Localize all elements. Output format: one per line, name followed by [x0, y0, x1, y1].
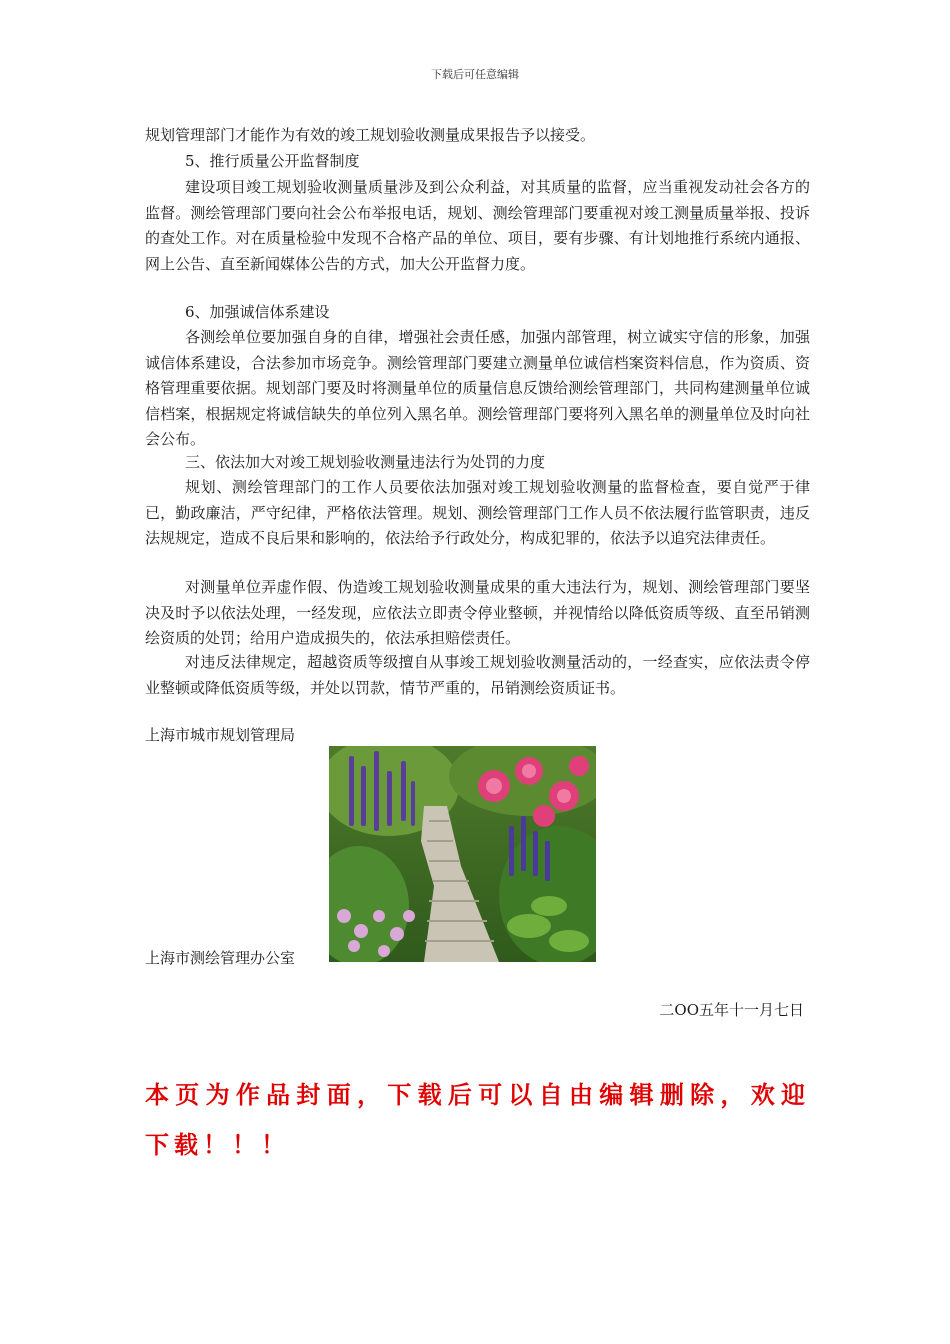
- paragraph-intro: 规划管理部门才能作为有效的竣工规划验收测量成果报告予以接受。: [145, 126, 596, 144]
- section-heading-3: 三、依法加大对竣工规划验收测量违法行为处罚的力度: [185, 453, 546, 471]
- page-header: 下载后可任意编辑: [431, 68, 519, 81]
- garden-path-photo: [329, 746, 596, 962]
- section-heading-6: 6、加强诚信体系建设: [185, 303, 330, 321]
- signature-date: 二OO五年十一月七日: [659, 1001, 804, 1019]
- paragraph-section-5: 建设项目竣工规划验收测量质量涉及到公众利益，对其质量的监督，应当重视发动社会各方的监督。测绘管理部门要向社会公布举报电话，规划、测绘管理部门要重视对竣工测量质量举报、投诉的查处工作。对在质量检验中发现不合格产品的单位、项目，要有步骤、有计划地推行系统内通报、网上公告、直至新闻媒体公告的方式，加大公开监督力度。: [145, 178, 810, 273]
- section-heading-5: 5、推行质量公开监督制度: [185, 152, 360, 170]
- signature-org-surveying: 上海市测绘管理办公室: [145, 949, 296, 967]
- promo-banner: 本页为作品封面，下载后可以自由编辑删除，欢迎下载！！！: [145, 1081, 810, 1159]
- paragraph-enforcement-2: 对测量单位弄虚作假、伪造竣工规划验收测量成果的重大违法行为，规划、测绘管理部门要坚决及时予以依法处理，一经发现，应依法立即责令停业整顿，并视情给以降低资质等级、直至吊销测绘资质的处罚；给用户造成损失的，依法承担赔偿责任。: [145, 578, 810, 647]
- paragraph-enforcement-3: 对违反法律规定，超越资质等级擅自从事竣工规划验收测量活动的，一经查实，应依法责令停业整顿或降低资质等级，并处以罚款，情节严重的，吊销测绘资质证书。: [145, 653, 810, 697]
- paragraph-enforcement-1: 规划、测绘管理部门的工作人员要依法加强对竣工规划验收测量的监督检查，要自觉严于律已，勤政廉洁，严守纪律，严格依法管理。规划、测绘管理部门工作人员不依法履行监管职责，违反法规规定，造成不良后果和影响的，依法给予行政处分，构成犯罪的，依法予以追究法律责任。: [145, 478, 810, 547]
- signature-org-planning: 上海市城市规划管理局: [145, 726, 296, 744]
- paragraph-section-6: 各测绘单位要加强自身的自律，增强社会责任感，加强内部管理，树立诚实守信的形象，加强诚信体系建设，合法参加市场竞争。测绘管理部门要建立测量单位诚信档案资料信息，作为资质、资格管理重要依据。规划部门要及时将测量单位的质量信息反馈给测绘管理部门，共同构建测量单位诚信档案，根据规定将诚信缺失的单位列入黑名单。测绘管理部门要将列入黑名单的测量单位及时向社会公布。: [145, 328, 810, 448]
